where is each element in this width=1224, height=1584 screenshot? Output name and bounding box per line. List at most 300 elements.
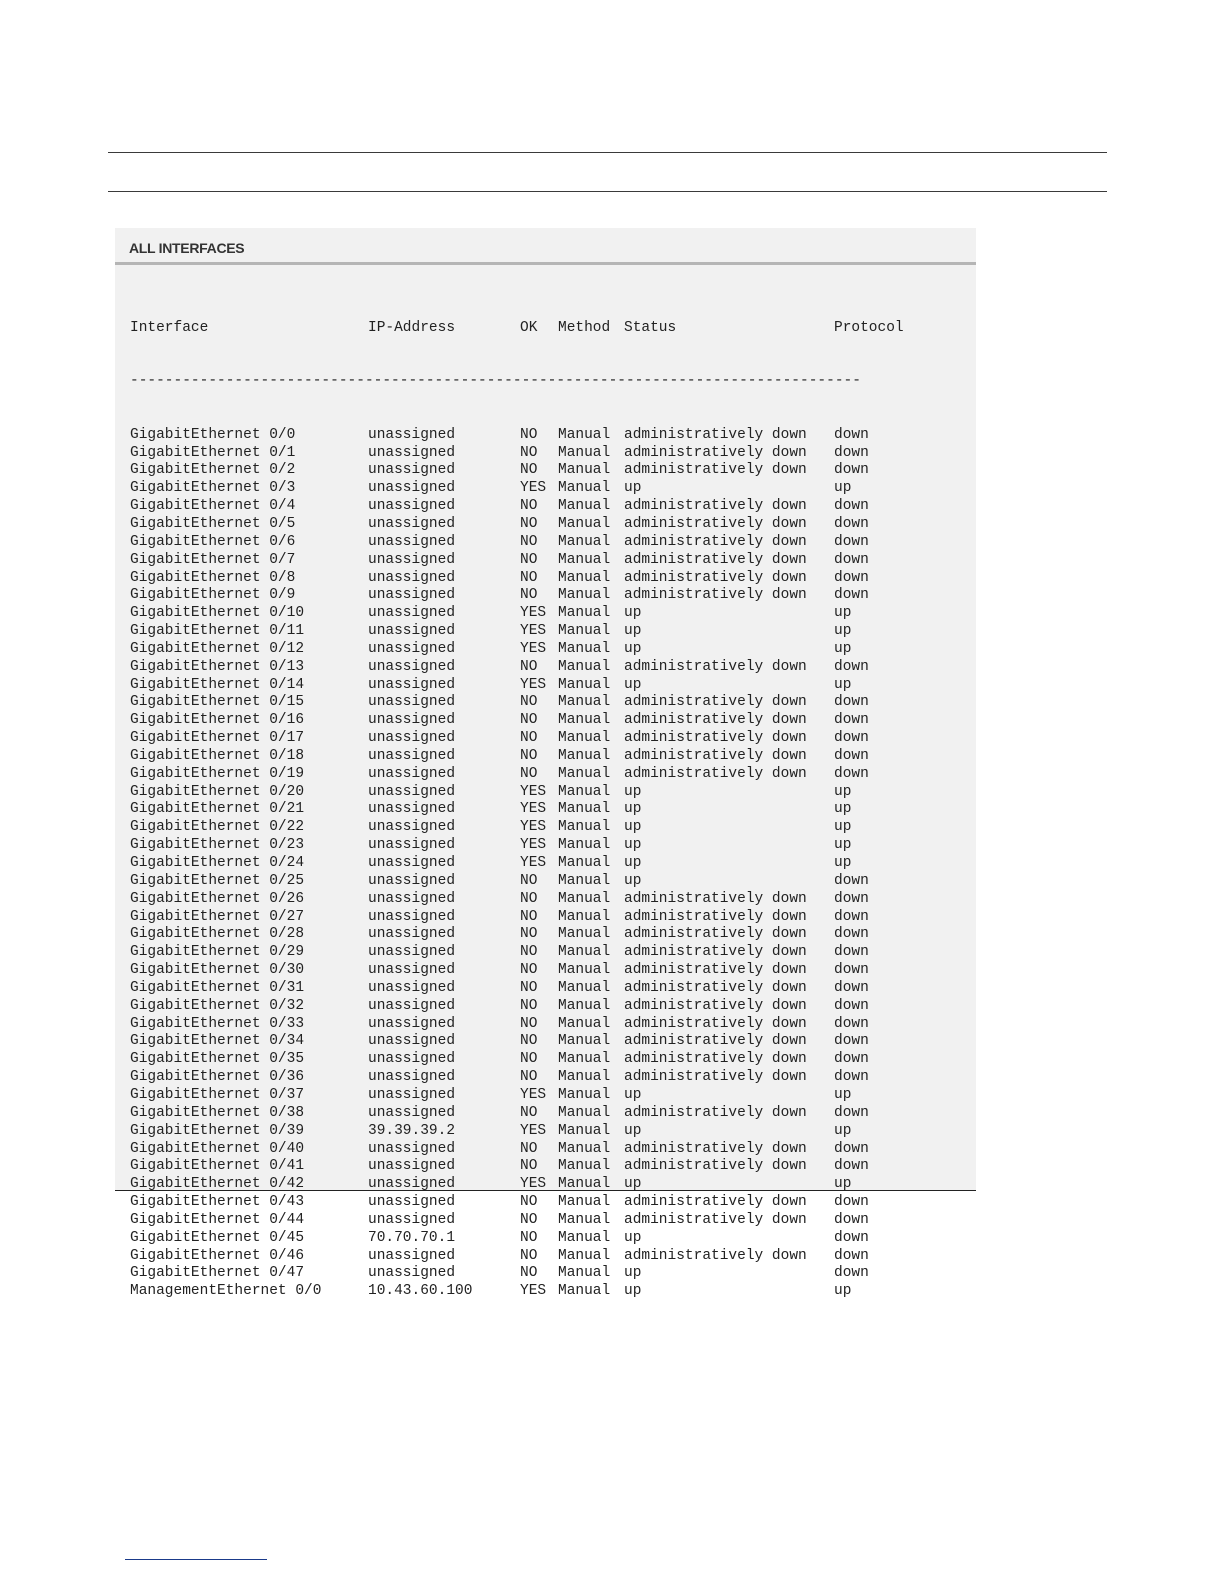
cell-status: up [624, 855, 642, 871]
cell-method: Manual [558, 730, 611, 747]
cell-ip-address: unassigned [368, 569, 456, 586]
cell-protocol: up [834, 1086, 852, 1103]
cell-ip-address: unassigned [368, 908, 456, 925]
table-row [130, 1230, 914, 1248]
cell-interface: GigabitEthernet 0/25 [130, 872, 305, 889]
table-row [130, 462, 914, 480]
table-row [130, 819, 914, 837]
cell-protocol: down [834, 1247, 869, 1264]
cell-ok: NO [520, 890, 538, 907]
cell-ok: YES [520, 837, 547, 854]
cell-ok: NO [520, 1158, 538, 1175]
interfaces-panel [115, 228, 976, 1300]
footnote-divider [125, 1559, 267, 1560]
cell-method: Manual [558, 515, 611, 532]
cell-method: Manual [558, 444, 611, 461]
cell-interface: GigabitEthernet 0/6 [130, 533, 296, 550]
cell-protocol: down [834, 1140, 869, 1157]
cell-ok: NO [520, 944, 538, 961]
cell-status: administratively down [624, 890, 807, 907]
cell-method: Manual [558, 908, 611, 925]
table-row [130, 1069, 914, 1087]
cell-ip-address: 10.43.60.100 [368, 1283, 473, 1300]
cell-status: up [624, 783, 642, 800]
cell-interface: GigabitEthernet 0/44 [130, 1211, 305, 1228]
table-row [130, 534, 914, 552]
cell-protocol: up [834, 605, 852, 622]
table-row [130, 659, 914, 677]
cell-ip-address: unassigned [368, 426, 456, 443]
table-row [130, 1033, 914, 1051]
cell-ip-address: unassigned [368, 1265, 456, 1282]
cell-status: administratively down [624, 587, 807, 604]
cell-method: Manual [558, 890, 611, 907]
cell-protocol: down [834, 1015, 869, 1032]
header-ip-address: IP-Address [368, 319, 456, 336]
cell-status: administratively down [624, 1158, 807, 1175]
cell-method: Manual [558, 801, 611, 818]
cell-status: up [624, 872, 642, 889]
table-row [130, 1051, 914, 1069]
table-row [130, 1248, 914, 1266]
table-row [130, 1087, 914, 1105]
table-row [130, 712, 914, 730]
cell-method: Manual [558, 962, 611, 979]
cell-interface: GigabitEthernet 0/3 [130, 480, 296, 497]
cell-protocol: up [834, 480, 852, 497]
cell-protocol: down [834, 765, 869, 782]
cell-interface: GigabitEthernet 0/24 [130, 855, 305, 871]
cell-status: administratively down [624, 1140, 807, 1157]
cell-interface: GigabitEthernet 0/2 [130, 462, 296, 479]
cell-interface: GigabitEthernet 0/22 [130, 819, 305, 836]
cell-interface: GigabitEthernet 0/4 [130, 498, 296, 515]
cell-protocol: up [834, 1122, 852, 1139]
cell-protocol: down [834, 533, 869, 550]
cell-method: Manual [558, 1283, 611, 1300]
cell-interface: GigabitEthernet 0/37 [130, 1086, 305, 1103]
cell-ip-address: unassigned [368, 1176, 456, 1193]
table-row [130, 1265, 914, 1283]
table-row [130, 1016, 914, 1034]
cell-status: administratively down [624, 962, 807, 979]
cell-interface: GigabitEthernet 0/41 [130, 1158, 305, 1175]
cell-status: administratively down [624, 712, 807, 729]
cell-method: Manual [558, 480, 611, 497]
cell-ip-address: unassigned [368, 533, 456, 550]
table-row [130, 837, 914, 855]
cell-ip-address: unassigned [368, 605, 456, 622]
table-row [130, 1212, 914, 1230]
cell-interface: GigabitEthernet 0/9 [130, 587, 296, 604]
cell-status: administratively down [624, 498, 807, 515]
cell-interface: GigabitEthernet 0/13 [130, 658, 305, 675]
cell-protocol: down [834, 694, 869, 711]
cell-ip-address: unassigned [368, 747, 456, 764]
cell-ok: NO [520, 979, 538, 996]
cell-protocol: down [834, 1033, 869, 1050]
cell-protocol: down [834, 1229, 869, 1246]
cell-ip-address: unassigned [368, 694, 456, 711]
cell-method: Manual [558, 498, 611, 515]
cell-ok: NO [520, 1051, 538, 1068]
table-row [130, 570, 914, 588]
cell-method: Manual [558, 605, 611, 622]
cell-method: Manual [558, 676, 611, 693]
cell-interface: GigabitEthernet 0/34 [130, 1033, 305, 1050]
cell-ok: YES [520, 801, 547, 818]
cell-method: Manual [558, 1015, 611, 1032]
interface-rows [130, 427, 914, 1301]
bottom-divider [108, 191, 1107, 192]
cell-interface: GigabitEthernet 0/35 [130, 1051, 305, 1068]
table-row [130, 516, 914, 534]
cell-status: up [624, 605, 642, 622]
cell-method: Manual [558, 551, 611, 568]
cell-ok: NO [520, 1015, 538, 1032]
table-row [130, 498, 914, 516]
cell-interface: ManagementEthernet 0/0 [130, 1283, 322, 1300]
cell-method: Manual [558, 694, 611, 711]
cell-method: Manual [558, 569, 611, 586]
cell-interface: GigabitEthernet 0/27 [130, 908, 305, 925]
cell-status: up [624, 1265, 642, 1282]
cell-status: up [624, 1229, 642, 1246]
cell-ok: NO [520, 533, 538, 550]
table-row [130, 962, 914, 980]
cell-protocol: down [834, 551, 869, 568]
cell-status: up [624, 623, 642, 640]
header-separator: ------------------------------------------------------------------------------------ [130, 373, 861, 390]
cell-method: Manual [558, 819, 611, 836]
cell-interface: GigabitEthernet 0/40 [130, 1140, 305, 1157]
cell-interface: GigabitEthernet 0/33 [130, 1015, 305, 1032]
table-row [130, 891, 914, 909]
cell-ip-address: unassigned [368, 1051, 456, 1068]
cell-ok: NO [520, 462, 538, 479]
cell-ip-address: unassigned [368, 1211, 456, 1228]
cell-ok: NO [520, 1265, 538, 1282]
cell-interface: GigabitEthernet 0/17 [130, 730, 305, 747]
cell-ip-address: unassigned [368, 837, 456, 854]
cell-method: Manual [558, 997, 611, 1014]
cell-interface: GigabitEthernet 0/15 [130, 694, 305, 711]
cell-ip-address: unassigned [368, 765, 456, 782]
cell-ok: YES [520, 623, 547, 640]
cell-protocol: up [834, 855, 852, 871]
header-protocol: Protocol [834, 319, 904, 336]
cell-ip-address: unassigned [368, 551, 456, 568]
table-row [130, 1123, 914, 1141]
cell-ok: NO [520, 926, 538, 943]
cell-ip-address: unassigned [368, 462, 456, 479]
cell-method: Manual [558, 1176, 611, 1193]
table-row [130, 427, 914, 445]
cell-ok: NO [520, 1069, 538, 1086]
cell-ok: YES [520, 783, 547, 800]
cell-interface: GigabitEthernet 0/7 [130, 551, 296, 568]
cell-ip-address: unassigned [368, 926, 456, 943]
cell-status: up [624, 480, 642, 497]
cell-ip-address: unassigned [368, 890, 456, 907]
table-row [130, 1283, 914, 1301]
table-row [130, 587, 914, 605]
cell-method: Manual [558, 462, 611, 479]
cell-protocol: down [834, 944, 869, 961]
cell-status: administratively down [624, 569, 807, 586]
cell-ok: YES [520, 1122, 547, 1139]
table-row [130, 1141, 914, 1159]
cell-status: administratively down [624, 1247, 807, 1264]
cell-ip-address: unassigned [368, 1158, 456, 1175]
header-interface: Interface [130, 319, 209, 336]
table-row [130, 766, 914, 784]
cell-method: Manual [558, 979, 611, 996]
cell-status: administratively down [624, 694, 807, 711]
cell-protocol: down [834, 1051, 869, 1068]
cell-method: Manual [558, 855, 611, 871]
cell-interface: GigabitEthernet 0/31 [130, 979, 305, 996]
cell-ok: NO [520, 908, 538, 925]
cell-ok: NO [520, 765, 538, 782]
cell-ip-address: unassigned [368, 819, 456, 836]
cell-method: Manual [558, 1229, 611, 1246]
cell-method: Manual [558, 1033, 611, 1050]
cell-ok: YES [520, 855, 547, 871]
cell-ok: NO [520, 730, 538, 747]
table-row [130, 445, 914, 463]
cell-ip-address: unassigned [368, 712, 456, 729]
cell-interface: GigabitEthernet 0/20 [130, 783, 305, 800]
header-method: Method [558, 319, 611, 336]
cell-method: Manual [558, 1265, 611, 1282]
cell-protocol: down [834, 1265, 869, 1282]
cell-protocol: down [834, 997, 869, 1014]
cell-method: Manual [558, 944, 611, 961]
cell-protocol: down [834, 872, 869, 889]
cell-status: administratively down [624, 944, 807, 961]
cell-ip-address: unassigned [368, 1140, 456, 1157]
cell-protocol: down [834, 979, 869, 996]
table-row [130, 980, 914, 998]
cell-protocol: down [834, 658, 869, 675]
cell-method: Manual [558, 1140, 611, 1157]
cell-protocol: down [834, 444, 869, 461]
cell-interface: GigabitEthernet 0/43 [130, 1194, 305, 1211]
cell-ok: NO [520, 1104, 538, 1121]
cell-status: administratively down [624, 1194, 807, 1211]
cell-ip-address: unassigned [368, 944, 456, 961]
cell-status: administratively down [624, 1015, 807, 1032]
cell-protocol: down [834, 908, 869, 925]
cell-ok: NO [520, 712, 538, 729]
cell-status: administratively down [624, 979, 807, 996]
cell-ip-address: unassigned [368, 997, 456, 1014]
cell-interface: GigabitEthernet 0/29 [130, 944, 305, 961]
table-row [130, 784, 914, 802]
table-row [130, 480, 914, 498]
cell-interface: GigabitEthernet 0/11 [130, 623, 305, 640]
cell-interface: GigabitEthernet 0/1 [130, 444, 296, 461]
cell-ok: NO [520, 872, 538, 889]
cell-ok: NO [520, 1194, 538, 1211]
cell-ip-address: unassigned [368, 444, 456, 461]
cell-interface: GigabitEthernet 0/5 [130, 515, 296, 532]
cell-interface: GigabitEthernet 0/18 [130, 747, 305, 764]
table-row [130, 1176, 914, 1194]
cell-method: Manual [558, 587, 611, 604]
cell-method: Manual [558, 1069, 611, 1086]
cell-interface: GigabitEthernet 0/8 [130, 569, 296, 586]
cell-method: Manual [558, 1104, 611, 1121]
cell-protocol: down [834, 1069, 869, 1086]
cell-method: Manual [558, 623, 611, 640]
cell-status: administratively down [624, 533, 807, 550]
cell-protocol: up [834, 640, 852, 657]
cell-status: administratively down [624, 444, 807, 461]
cell-ok: NO [520, 444, 538, 461]
header-ok: OK [520, 319, 538, 336]
interfaces-output [130, 284, 914, 1337]
table-row [130, 873, 914, 891]
cell-protocol: down [834, 1194, 869, 1211]
cell-protocol: up [834, 801, 852, 818]
cell-interface: GigabitEthernet 0/45 [130, 1229, 305, 1246]
cell-ok: NO [520, 1140, 538, 1157]
cell-method: Manual [558, 640, 611, 657]
cell-method: Manual [558, 533, 611, 550]
cell-ok: YES [520, 819, 547, 836]
cell-status: administratively down [624, 747, 807, 764]
table-row [130, 944, 914, 962]
cell-status: up [624, 676, 642, 693]
cell-ok: YES [520, 1283, 547, 1300]
cell-interface: GigabitEthernet 0/32 [130, 997, 305, 1014]
cell-protocol: up [834, 1176, 852, 1193]
table-row [130, 909, 914, 927]
cell-interface: GigabitEthernet 0/36 [130, 1069, 305, 1086]
cell-ok: NO [520, 1033, 538, 1050]
cell-method: Manual [558, 426, 611, 443]
cell-status: administratively down [624, 515, 807, 532]
cell-ok: NO [520, 498, 538, 515]
cell-ok: YES [520, 480, 547, 497]
table-row [130, 677, 914, 695]
cell-ok: YES [520, 1176, 547, 1193]
cell-ip-address: unassigned [368, 801, 456, 818]
cell-protocol: down [834, 712, 869, 729]
cell-ip-address: unassigned [368, 1247, 456, 1264]
cell-protocol: down [834, 587, 869, 604]
cell-status: administratively down [624, 730, 807, 747]
table-row [130, 641, 914, 659]
cell-ip-address: unassigned [368, 1104, 456, 1121]
table-row [130, 855, 914, 873]
cell-protocol: up [834, 623, 852, 640]
cell-status: administratively down [624, 1069, 807, 1086]
table-row [130, 926, 914, 944]
cell-ok: NO [520, 747, 538, 764]
cell-ok: NO [520, 1247, 538, 1264]
cell-status: administratively down [624, 926, 807, 943]
cell-protocol: down [834, 1211, 869, 1228]
cell-status: administratively down [624, 462, 807, 479]
cell-status: administratively down [624, 1051, 807, 1068]
cell-status: up [624, 1176, 642, 1193]
cell-status: administratively down [624, 551, 807, 568]
cell-ok: NO [520, 1229, 538, 1246]
cell-status: up [624, 640, 642, 657]
cell-method: Manual [558, 1051, 611, 1068]
cell-method: Manual [558, 872, 611, 889]
cell-ip-address: unassigned [368, 730, 456, 747]
cell-protocol: down [834, 1104, 869, 1121]
cell-method: Manual [558, 837, 611, 854]
cell-ip-address: 39.39.39.2 [368, 1122, 456, 1139]
cell-ip-address: unassigned [368, 872, 456, 889]
cell-interface: GigabitEthernet 0/21 [130, 801, 305, 818]
table-row [130, 1194, 914, 1212]
table-row [130, 552, 914, 570]
cell-protocol: down [834, 747, 869, 764]
cell-ok: NO [520, 587, 538, 604]
cell-method: Manual [558, 658, 611, 675]
cell-method: Manual [558, 1194, 611, 1211]
cell-status: administratively down [624, 1211, 807, 1228]
cell-protocol: down [834, 890, 869, 907]
table-row [130, 694, 914, 712]
cell-status: administratively down [624, 426, 807, 443]
table-row [130, 605, 914, 623]
cell-method: Manual [558, 747, 611, 764]
cell-ip-address: unassigned [368, 1033, 456, 1050]
top-divider [108, 152, 1107, 153]
cell-interface: GigabitEthernet 0/12 [130, 640, 305, 657]
cell-status: administratively down [624, 1104, 807, 1121]
cell-protocol: down [834, 498, 869, 515]
cell-interface: GigabitEthernet 0/46 [130, 1247, 305, 1264]
cell-protocol: down [834, 926, 869, 943]
cell-ip-address: unassigned [368, 498, 456, 515]
cell-ok: NO [520, 997, 538, 1014]
cell-method: Manual [558, 1122, 611, 1139]
cell-ip-address: unassigned [368, 1086, 456, 1103]
cell-status: up [624, 801, 642, 818]
cell-interface: GigabitEthernet 0/39 [130, 1122, 305, 1139]
cell-interface: GigabitEthernet 0/19 [130, 765, 305, 782]
cell-status: administratively down [624, 1033, 807, 1050]
cell-method: Manual [558, 1086, 611, 1103]
cell-ok: NO [520, 515, 538, 532]
cell-ok: YES [520, 676, 547, 693]
cell-ok: NO [520, 658, 538, 675]
cell-status: administratively down [624, 997, 807, 1014]
cell-interface: GigabitEthernet 0/42 [130, 1176, 305, 1193]
cell-ip-address: unassigned [368, 1069, 456, 1086]
cell-ip-address: unassigned [368, 1194, 456, 1211]
cell-interface: GigabitEthernet 0/14 [130, 676, 305, 693]
cell-interface: GigabitEthernet 0/16 [130, 712, 305, 729]
cell-ip-address: unassigned [368, 979, 456, 996]
cell-status: administratively down [624, 765, 807, 782]
cell-method: Manual [558, 1247, 611, 1264]
cell-ip-address: unassigned [368, 962, 456, 979]
cell-status: up [624, 837, 642, 854]
cell-ok: NO [520, 962, 538, 979]
cell-ip-address: unassigned [368, 515, 456, 532]
cell-ok: NO [520, 569, 538, 586]
cell-status: administratively down [624, 908, 807, 925]
